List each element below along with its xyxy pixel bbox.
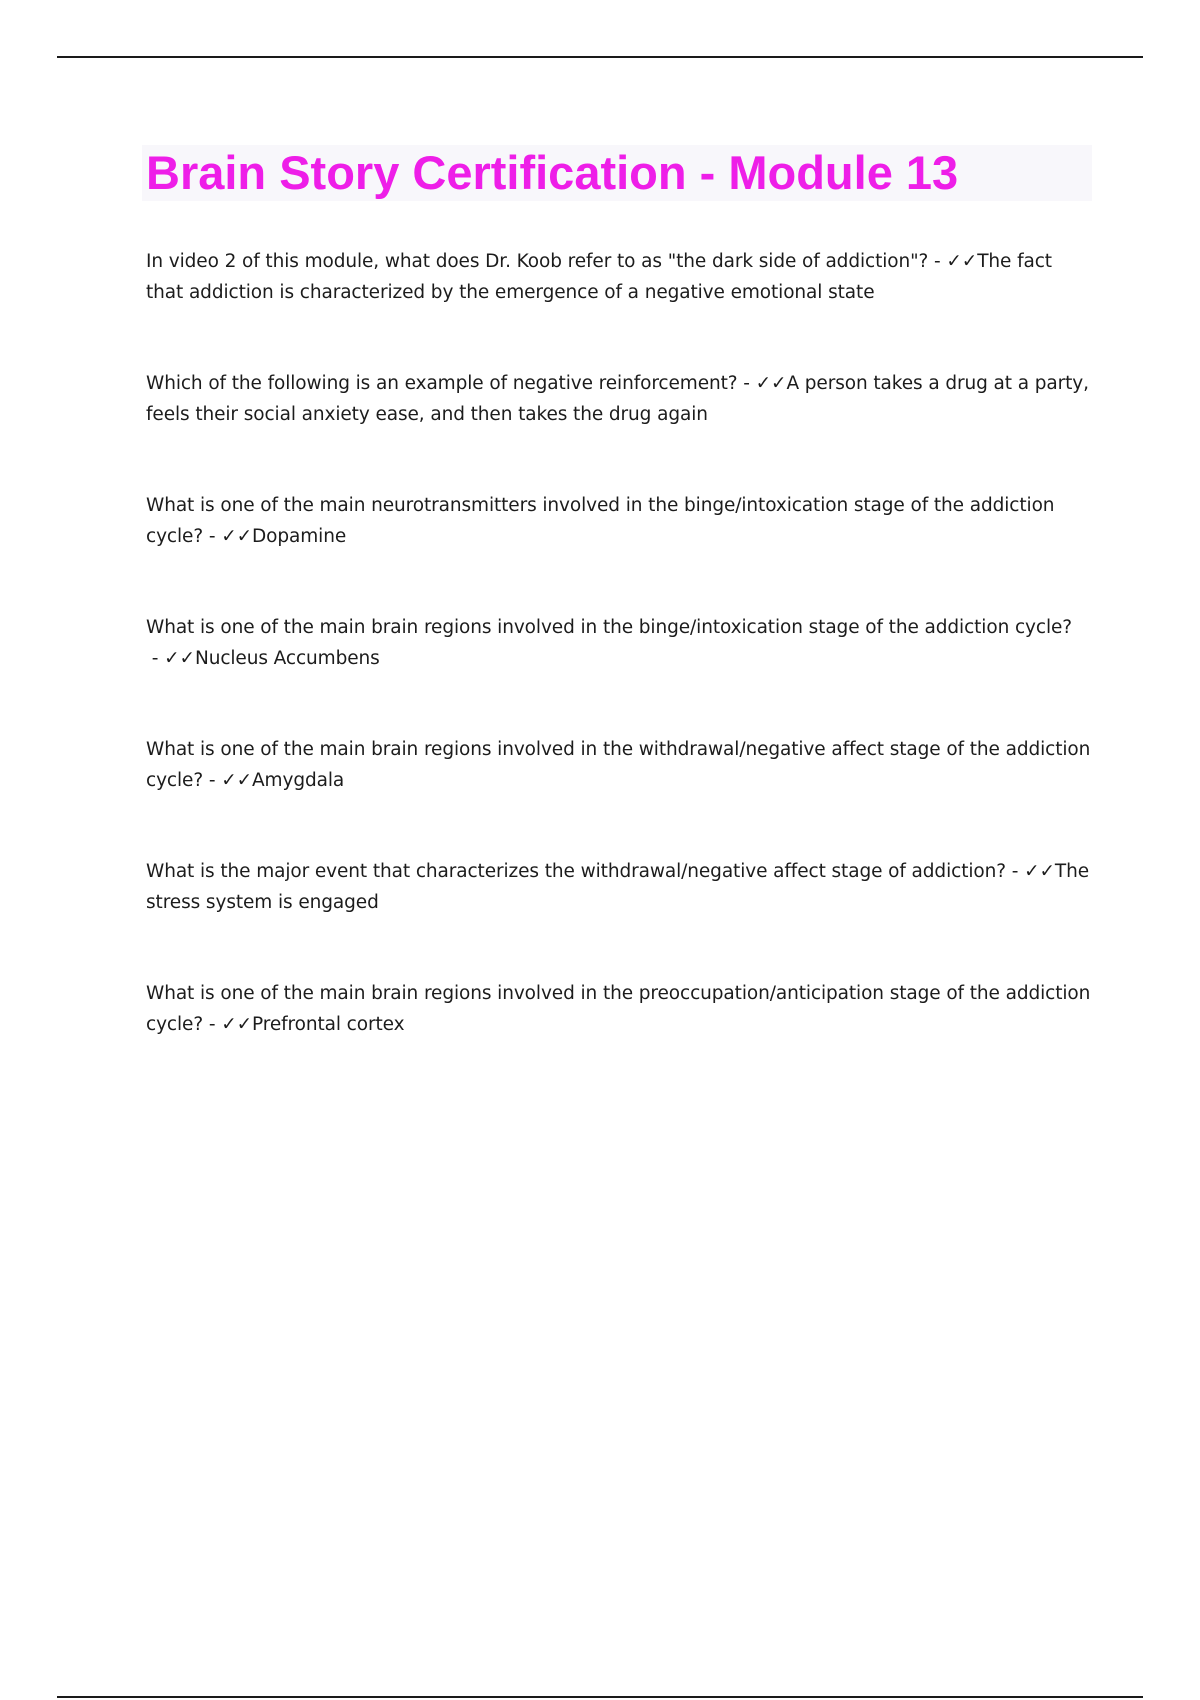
qa-list — [146, 246, 1091, 1100]
qa-item — [146, 612, 1091, 674]
page-title: Brain Story Certification - Module 13 — [146, 146, 959, 199]
qa-item — [146, 246, 1091, 308]
qa-item — [146, 368, 1091, 430]
double-check-icon: ✓✓ — [221, 526, 252, 547]
qa-item — [146, 978, 1091, 1040]
bottom-rule — [57, 1696, 1143, 1698]
double-check-icon: ✓✓ — [946, 251, 978, 272]
double-check-icon: ✓✓ — [221, 770, 252, 791]
top-rule — [57, 56, 1143, 58]
answer-text: A person takes a drug at a party, feels their social anxiety ease, and then takes the drug again — [146, 373, 1089, 425]
separator: - — [146, 648, 165, 669]
answer-text: Prefrontal cortex — [252, 1014, 405, 1035]
question-text: What is one of the main neurotransmitters involved in the binge/intoxication stage of the addiction cycle? — [146, 495, 1055, 547]
double-check-icon: ✓✓ — [755, 373, 787, 394]
answer-text: The stress system is engaged — [146, 861, 1090, 913]
separator: - — [1005, 861, 1025, 882]
separator: - — [203, 1014, 222, 1035]
separator: - — [928, 251, 947, 272]
question-text: Which of the following is an example of negative reinforcement? — [146, 373, 738, 394]
answer-text: Amygdala — [252, 770, 345, 791]
answer-text: The fact that addiction is characterized by the emergence of a negative emotional state — [146, 251, 1052, 303]
answer-text: Dopamine — [252, 526, 347, 547]
question-text: What is one of the main brain regions involved in the withdrawal/negative affect stage of the addiction cycle? — [146, 739, 1091, 791]
question-text: In video 2 of this module, what does Dr. Koob refer to as "the dark side of addiction"? — [146, 251, 929, 272]
question-text: What is one of the main brain regions involved in the binge/intoxication stage of the addiction cycle? — [146, 617, 1073, 638]
answer-text: Nucleus Accumbens — [194, 648, 380, 669]
qa-item — [146, 734, 1091, 796]
separator: - — [737, 373, 756, 394]
question-text: What is one of the main brain regions involved in the preoccupation/anticipation stage of the addiction cycle? — [146, 983, 1091, 1035]
double-check-icon: ✓✓ — [221, 1014, 252, 1035]
double-check-icon: ✓✓ — [164, 648, 195, 669]
question-text: What is the major event that characterizes the withdrawal/negative affect stage of addiction? — [146, 861, 1006, 882]
separator: - — [203, 770, 222, 791]
qa-item — [146, 490, 1091, 552]
qa-item — [146, 856, 1091, 918]
double-check-icon: ✓✓ — [1024, 861, 1055, 882]
separator: - — [203, 526, 222, 547]
